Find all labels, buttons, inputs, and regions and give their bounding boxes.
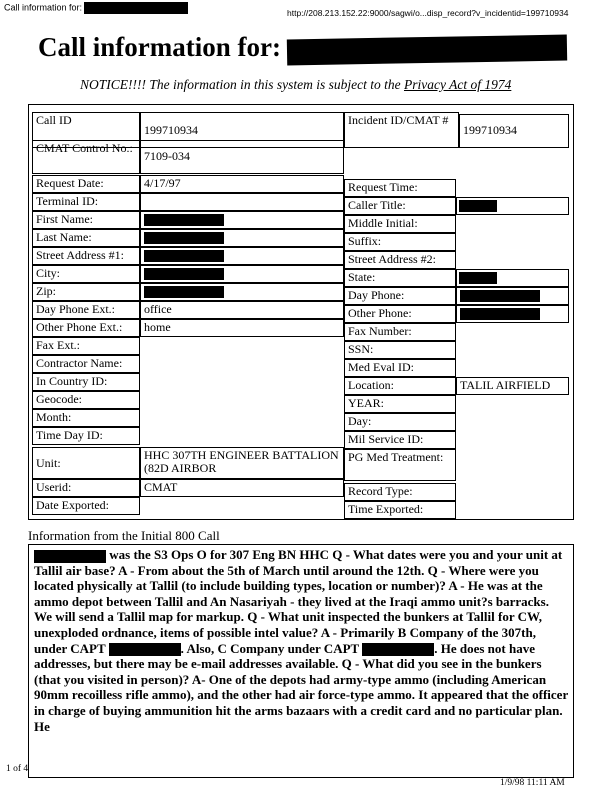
page-title: Call information for: <box>38 32 567 63</box>
cmat-control-label: CMAT Control No.: <box>32 140 140 174</box>
redaction-bar <box>460 290 540 302</box>
date-exported-label: Date Exported: <box>32 497 140 515</box>
location-label: Location: <box>344 377 456 395</box>
redaction-bar <box>144 268 224 280</box>
other-phone-value <box>456 305 569 323</box>
unit-value: HHC 307TH ENGINEER BATTALION (82D AIRBOR <box>140 447 344 479</box>
page-number: 1 of 4 <box>6 764 29 774</box>
browser-header-title: Call information for: <box>4 2 188 14</box>
day-phone-value <box>456 287 569 305</box>
print-datetime: 1/9/98 11:11 AM <box>500 778 565 788</box>
redaction-bar <box>287 34 567 65</box>
mil-service-id-label: Mil Service ID: <box>344 431 456 449</box>
redaction-bar <box>362 643 434 656</box>
other-phone-ext-value: home <box>140 319 344 337</box>
request-date-value: 4/17/97 <box>140 175 344 193</box>
street-address-1-label: Street Address #1: <box>32 247 140 265</box>
redaction-bar <box>84 2 188 14</box>
unit-label: Unit: <box>32 447 140 479</box>
city-label: City: <box>32 265 140 283</box>
first-name-value <box>140 211 344 229</box>
info-text: was the S3 Ops O for 307 Eng BN HHC Q - What dates were you and your unit at Tallil air base? A - From about the 5th of March until around the 12th. Q - Where were you located physically at Tallil (to include building types, location or number)? A - He was at the ammo depot between Tallil and An Nasariyah - they lived at the Iraqi ammo unit?s barracks. We will send a Tallil map for markup. Q - What unit inspected the bunkers at Tallil for CW, unexploded ordnance, items of possible intel value? A - Primarily B Company of the 307th, under CAPT . Also, C Company under CAPT . He does not have addresses, but there may be e-mail addresses available. Q - What did you see in the bunkers (that you visited in person)? A- One of the depots had army-type ammo (including American 90mm recoilless rifle ammo), and the other had air force-type ammo. It appeared that the officer in charge of buying ammunition hit the arms bazaars with a credit card and no particular plan. He <box>34 547 568 734</box>
browser-header-url: http://208.213.152.22:9000/sagwi/o...disp_record?v_incidentid=199710934 <box>287 8 569 18</box>
incident-id-label: Incident ID/CMAT # <box>344 112 459 148</box>
state-value <box>456 269 569 287</box>
redaction-bar <box>144 286 224 298</box>
call-id-label: Call ID <box>32 112 140 148</box>
privacy-act-link[interactable]: Privacy Act of 1974 <box>403 77 512 92</box>
middle-initial-label: Middle Initial: <box>344 215 456 233</box>
last-name-label: Last Name: <box>32 229 140 247</box>
redaction-bar <box>459 200 497 212</box>
privacy-notice: NOTICE!!!! The information in this system is subject to the Privacy Act of 1974 <box>80 77 512 92</box>
request-date-label: Request Date: <box>32 175 140 193</box>
request-time-label: Request Time: <box>344 179 456 197</box>
fax-number-label: Fax Number: <box>344 323 456 341</box>
contractor-name-label: Contractor Name: <box>32 355 140 373</box>
redaction-bar <box>144 232 224 244</box>
year-label: YEAR: <box>344 395 456 413</box>
day-phone-label: Day Phone: <box>344 287 456 305</box>
last-name-value <box>140 229 344 247</box>
time-exported-label: Time Exported: <box>344 501 456 519</box>
userid-value: CMAT <box>140 479 344 497</box>
med-eval-id-label: Med Eval ID: <box>344 359 456 377</box>
call-id-value: 199710934 <box>140 112 344 148</box>
suffix-label: Suffix: <box>344 233 456 251</box>
time-day-id-label: Time Day ID: <box>32 427 140 445</box>
other-phone-ext-label: Other Phone Ext.: <box>32 319 140 337</box>
redaction-bar <box>109 643 181 656</box>
caller-title-label: Caller Title: <box>344 197 456 215</box>
fax-ext-label: Fax Ext.: <box>32 337 140 355</box>
geocode-label: Geocode: <box>32 391 140 409</box>
caller-title-value <box>456 197 569 215</box>
redaction-bar <box>459 272 497 284</box>
call-record-table <box>28 104 574 520</box>
cmat-control-value: 7109-034 <box>140 140 344 174</box>
redaction-bar <box>144 250 224 262</box>
other-phone-label: Other Phone: <box>344 305 456 323</box>
record-type-label: Record Type: <box>344 483 456 501</box>
city-value <box>140 265 344 283</box>
ssn-label: SSN: <box>344 341 456 359</box>
month-label: Month: <box>32 409 140 427</box>
location-value: TALIL AIRFIELD <box>456 377 569 395</box>
redaction-bar <box>34 550 106 563</box>
zip-value <box>140 283 344 301</box>
day-phone-ext-label: Day Phone Ext.: <box>32 301 140 319</box>
redaction-bar <box>460 308 540 320</box>
street-address-1-value <box>140 247 344 265</box>
state-label: State: <box>344 269 456 287</box>
redaction-bar <box>144 214 224 226</box>
day-phone-ext-value: office <box>140 301 344 319</box>
pg-med-treatment-label: PG Med Treatment: <box>344 449 456 481</box>
terminal-id-value <box>140 193 344 211</box>
userid-label: Userid: <box>32 479 140 497</box>
terminal-id-label: Terminal ID: <box>32 193 140 211</box>
first-name-label: First Name: <box>32 211 140 229</box>
incident-id-value: 199710934 <box>459 114 569 148</box>
info-heading: Information from the Initial 800 Call <box>28 528 220 543</box>
in-country-id-label: In Country ID: <box>32 373 140 391</box>
day-label: Day: <box>344 413 456 431</box>
street-address-2-label: Street Address #2: <box>344 251 456 269</box>
zip-label: Zip: <box>32 283 140 301</box>
info-text-area[interactable] <box>28 544 574 778</box>
